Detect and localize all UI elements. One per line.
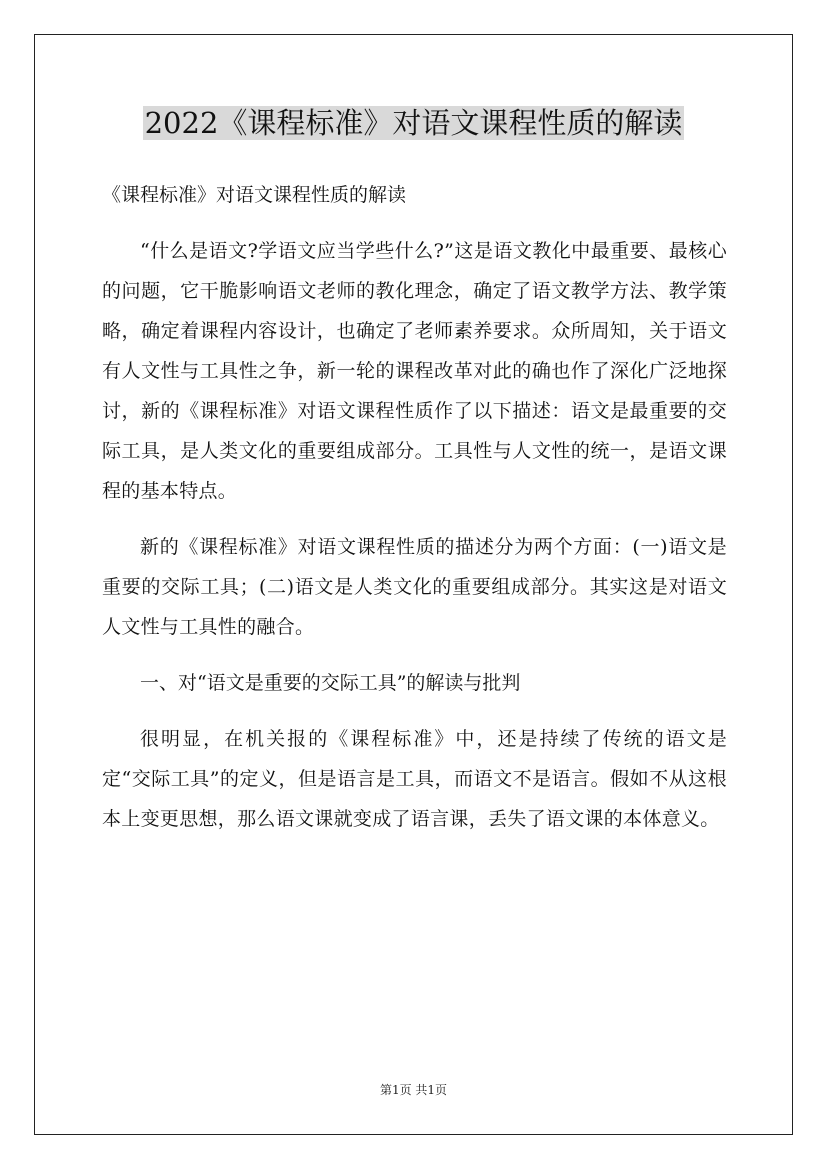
paragraph-section-one: 很明显，在机关报的《课程标准》中，还是持续了传统的语文是定“交际工具”的定义，但是语言是工具，而语文不是语言。假如不从这根本上变更思想，那么语文课就变成了语言课，丢失了语文课的本体意义。 [102, 728, 727, 830]
paragraph-two-aspects: 新的《课程标准》对语文课程性质的描述分为两个方面：(一)语文是重要的交际工具；(二)语文是人类文化的重要组成部分。其实这是对语文人文性与工具性的融合。 [102, 536, 727, 638]
section-heading: 一、对“语文是重要的交际工具”的解读与批判 [140, 672, 521, 694]
document-subtitle: 《课程标准》对语文课程性质的解读 [102, 184, 407, 206]
document-body [102, 175, 727, 855]
page-footer: 第1页 共1页 [379, 1083, 448, 1097]
paragraph-intro: “什么是语文?学语文应当学些什么?”这是语文教化中最重要、最核心的问题，它干脆影响语文老师的教化理念，确定了语文教学方法、教学策略，确定着课程内容设计，也确定了老师素养要求。众所周知，关于语文有人文性与工具性之争，新一轮的课程改革对此的确也作了深化广泛地探讨，新的《课程标准》对语文课程性质作了以下描述：语文是最重要的交际工具，是人类文化的重要组成部分。工具性与人文性的统一，是语文课程的基本特点。 [102, 240, 727, 502]
document-title [0, 103, 827, 143]
document-title-text: 2022《课程标准》对语文课程性质的解读 [144, 106, 683, 140]
